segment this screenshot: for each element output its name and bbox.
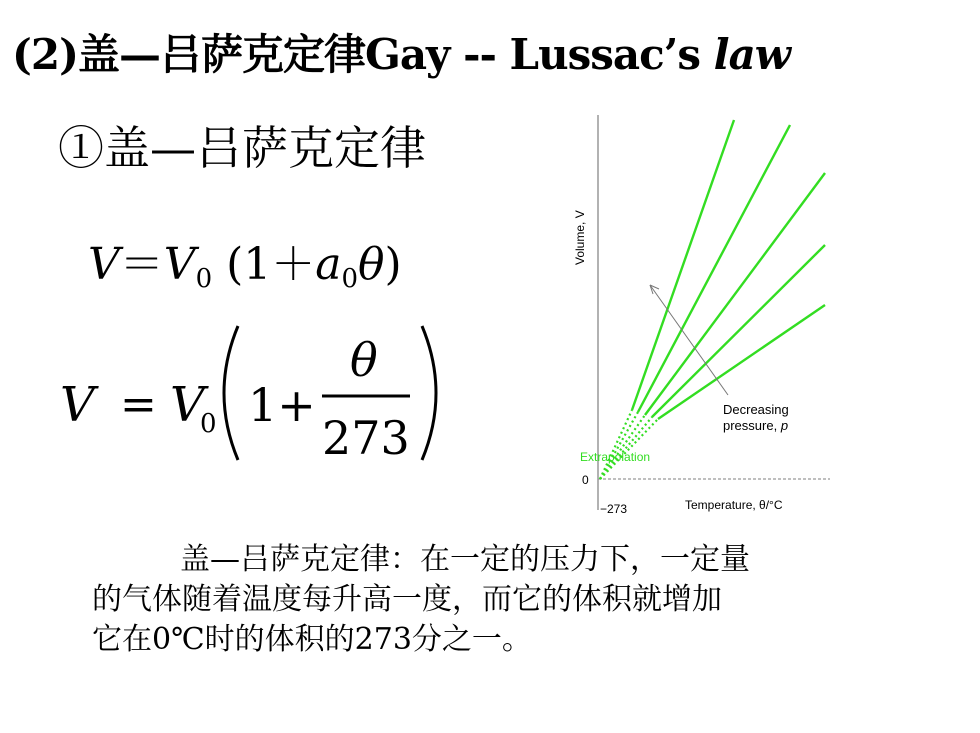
eq1-a-subscript: 0	[341, 264, 359, 294]
eq1-v0: V	[163, 239, 196, 290]
chart-annotation-pressure-2: pressure, p	[723, 418, 789, 433]
chart-extrapolation	[600, 410, 658, 479]
paragraph-line-3: 它在0℃时的体积的273分之一。	[92, 622, 532, 657]
chart-pressure-arrow	[650, 285, 728, 395]
eq1-theta: θ	[358, 239, 385, 290]
chart-y-tick-0: 0	[582, 473, 589, 487]
eq1-v0-subscript: 0	[195, 264, 213, 294]
title-text: (2)盖—吕萨克定律Gay -- Lussac’s	[12, 30, 714, 79]
volume-temperature-chart	[568, 115, 830, 520]
eq2-v0: V	[170, 377, 205, 433]
eq1-close: )	[384, 239, 402, 290]
eq2-denominator: 273	[322, 411, 410, 465]
section-subtitle: ①盖—吕萨克定律	[58, 121, 426, 175]
chart-line-2	[638, 125, 790, 412]
chart-line-4	[652, 245, 825, 417]
eq1-v: V	[88, 239, 120, 290]
eq2-equals: =	[120, 379, 157, 430]
definition-paragraph	[92, 540, 922, 660]
equation-fraction	[60, 318, 460, 468]
eq1-equals: ＝	[119, 239, 164, 290]
eq1-a: a	[315, 239, 342, 290]
eq1-open: (1＋	[212, 239, 316, 290]
equation-linear	[88, 228, 402, 294]
eq2-v0-subscript: 0	[200, 409, 217, 439]
paragraph-line-1: 盖—吕萨克定律：在一定的压力下，一定量	[180, 542, 750, 577]
chart-annotation-extrapolation: Extrapolation	[580, 450, 651, 464]
chart-line-1	[632, 120, 734, 410]
paragraph-line-2: 的气体随着温度每升高一度，而它的体积就增加	[92, 582, 722, 617]
eq2-v: V	[60, 377, 95, 433]
chart-ylabel: Volume, V	[573, 210, 587, 265]
chart-xlabel: Temperature, θ/°C	[685, 498, 783, 512]
eq2-left-paren	[224, 326, 238, 460]
title-law-word: law	[713, 30, 790, 79]
chart-x-tick-minus-273: −273	[600, 502, 628, 516]
chart-annotation-pressure-1: Decreasing	[723, 402, 789, 417]
eq2-right-paren	[422, 326, 436, 460]
eq2-one-plus: 1+	[248, 378, 316, 432]
page-title	[12, 22, 790, 82]
eq2-numerator: θ	[350, 333, 378, 387]
